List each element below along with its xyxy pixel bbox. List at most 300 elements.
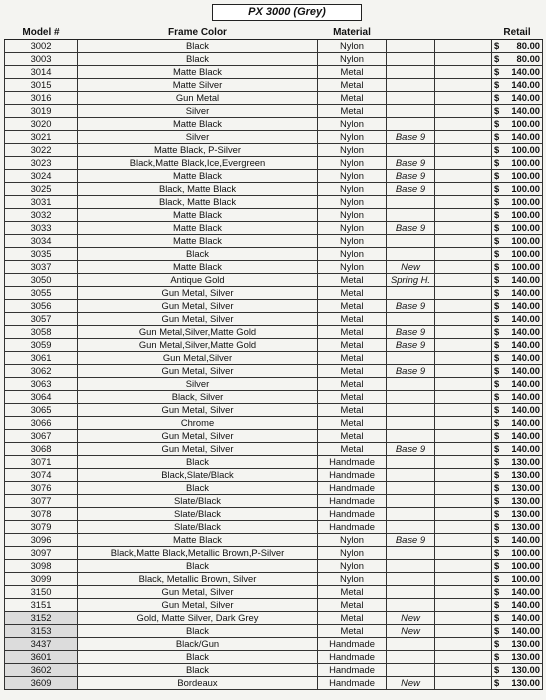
frame-color-cell: Black/Gun — [78, 638, 318, 651]
retail-price: 130.00 — [511, 495, 540, 506]
retail-price: 140.00 — [511, 378, 540, 389]
model-cell: 3057 — [5, 313, 78, 326]
currency-symbol: $ — [494, 638, 500, 649]
retail-price: 130.00 — [511, 482, 540, 493]
material-cell: Metal — [318, 79, 387, 92]
material-cell: Metal — [318, 586, 387, 599]
retail-cell — [492, 378, 543, 391]
blank-cell — [435, 352, 492, 365]
material-cell: Nylon — [318, 131, 387, 144]
model-cell: 3002 — [5, 40, 78, 53]
model-cell: 3098 — [5, 560, 78, 573]
retail-price: 130.00 — [511, 521, 540, 532]
retail-cell — [492, 287, 543, 300]
table-row — [5, 417, 543, 430]
model-cell: 3032 — [5, 209, 78, 222]
currency-symbol: $ — [494, 625, 500, 636]
material-cell: Metal — [318, 430, 387, 443]
model-cell: 3016 — [5, 92, 78, 105]
retail-price: 100.00 — [511, 222, 540, 233]
note-cell — [387, 209, 435, 222]
table-row — [5, 482, 543, 495]
retail-price: 130.00 — [511, 664, 540, 675]
retail-cell — [492, 92, 543, 105]
blank-cell — [435, 573, 492, 586]
model-cell: 3079 — [5, 521, 78, 534]
frame-color-cell: Gun Metal,Silver,Matte Gold — [78, 339, 318, 352]
retail-price: 80.00 — [516, 53, 540, 64]
blank-cell — [435, 417, 492, 430]
table-row — [5, 144, 543, 157]
frame-color-cell: Gun Metal, Silver — [78, 365, 318, 378]
blank-cell — [435, 313, 492, 326]
currency-symbol: $ — [494, 209, 500, 220]
retail-cell — [492, 651, 543, 664]
model-cell: 3066 — [5, 417, 78, 430]
table-row — [5, 547, 543, 560]
table-row — [5, 131, 543, 144]
note-cell: Base 9 — [387, 339, 435, 352]
model-cell: 3602 — [5, 664, 78, 677]
currency-symbol: $ — [494, 365, 500, 376]
currency-symbol: $ — [494, 521, 500, 532]
frame-color-cell: Gun Metal, Silver — [78, 287, 318, 300]
blank-cell — [435, 664, 492, 677]
frame-color-cell: Black — [78, 625, 318, 638]
table-row — [5, 326, 543, 339]
material-cell: Metal — [318, 625, 387, 638]
retail-cell — [492, 638, 543, 651]
retail-cell — [492, 547, 543, 560]
currency-symbol: $ — [494, 573, 500, 584]
retail-price: 100.00 — [511, 560, 540, 571]
table-row — [5, 469, 543, 482]
model-cell: 3151 — [5, 599, 78, 612]
blank-cell — [435, 521, 492, 534]
retail-cell — [492, 105, 543, 118]
table-row — [5, 638, 543, 651]
table-row — [5, 53, 543, 66]
frame-color-cell: Gun Metal, Silver — [78, 313, 318, 326]
retail-price: 130.00 — [511, 469, 540, 480]
model-cell: 3034 — [5, 235, 78, 248]
retail-price: 130.00 — [511, 508, 540, 519]
blank-cell — [435, 651, 492, 664]
material-cell: Handmade — [318, 469, 387, 482]
frame-color-cell: Matte Black — [78, 261, 318, 274]
header-blank — [435, 25, 492, 40]
frame-color-cell: Black — [78, 248, 318, 261]
retail-price: 100.00 — [511, 183, 540, 194]
note-cell — [387, 235, 435, 248]
note-cell: Base 9 — [387, 157, 435, 170]
table-row — [5, 287, 543, 300]
note-cell: New — [387, 625, 435, 638]
note-cell — [387, 79, 435, 92]
material-cell: Nylon — [318, 560, 387, 573]
currency-symbol: $ — [494, 79, 500, 90]
retail-cell — [492, 391, 543, 404]
frame-color-cell: Slate/Black — [78, 521, 318, 534]
model-cell: 3050 — [5, 274, 78, 287]
currency-symbol: $ — [494, 248, 500, 259]
frame-color-cell: Bordeaux — [78, 677, 318, 690]
table-row — [5, 456, 543, 469]
retail-price: 140.00 — [511, 612, 540, 623]
note-cell — [387, 573, 435, 586]
retail-price: 140.00 — [511, 534, 540, 545]
note-cell: Spring H. — [387, 274, 435, 287]
currency-symbol: $ — [494, 183, 500, 194]
currency-symbol: $ — [494, 92, 500, 103]
table-row — [5, 274, 543, 287]
blank-cell — [435, 482, 492, 495]
blank-cell — [435, 599, 492, 612]
retail-cell — [492, 300, 543, 313]
frame-color-cell: Black — [78, 40, 318, 53]
note-cell — [387, 40, 435, 53]
currency-symbol: $ — [494, 677, 500, 688]
note-cell: Base 9 — [387, 222, 435, 235]
material-cell: Metal — [318, 365, 387, 378]
blank-cell — [435, 53, 492, 66]
blank-cell — [435, 612, 492, 625]
model-cell: 3021 — [5, 131, 78, 144]
retail-price: 140.00 — [511, 105, 540, 116]
note-cell: Base 9 — [387, 365, 435, 378]
currency-symbol: $ — [494, 131, 500, 142]
material-cell: Handmade — [318, 508, 387, 521]
note-cell — [387, 144, 435, 157]
material-cell: Metal — [318, 599, 387, 612]
table-row — [5, 508, 543, 521]
frame-color-cell: Gun Metal — [78, 92, 318, 105]
material-cell: Nylon — [318, 196, 387, 209]
table-row — [5, 495, 543, 508]
retail-price: 140.00 — [511, 313, 540, 324]
model-cell: 3003 — [5, 53, 78, 66]
blank-cell — [435, 326, 492, 339]
blank-cell — [435, 183, 492, 196]
retail-cell — [492, 157, 543, 170]
note-cell — [387, 508, 435, 521]
retail-price: 130.00 — [511, 651, 540, 662]
blank-cell — [435, 287, 492, 300]
retail-price: 100.00 — [511, 209, 540, 220]
note-cell: New — [387, 677, 435, 690]
model-cell: 3153 — [5, 625, 78, 638]
retail-cell — [492, 677, 543, 690]
material-cell: Metal — [318, 274, 387, 287]
model-cell: 3014 — [5, 66, 78, 79]
frame-color-cell: Matte Silver — [78, 79, 318, 92]
retail-cell — [492, 170, 543, 183]
frame-color-cell: Black — [78, 482, 318, 495]
blank-cell — [435, 248, 492, 261]
model-cell: 3074 — [5, 469, 78, 482]
material-cell: Metal — [318, 300, 387, 313]
frame-color-cell: Black, Metallic Brown, Silver — [78, 573, 318, 586]
material-cell: Nylon — [318, 248, 387, 261]
retail-price: 140.00 — [511, 274, 540, 285]
table-row — [5, 352, 543, 365]
material-cell: Nylon — [318, 547, 387, 560]
frame-color-cell: Black — [78, 53, 318, 66]
note-cell: Base 9 — [387, 534, 435, 547]
retail-cell — [492, 482, 543, 495]
currency-symbol: $ — [494, 612, 500, 623]
table-row — [5, 235, 543, 248]
currency-symbol: $ — [494, 261, 500, 272]
currency-symbol: $ — [494, 105, 500, 116]
frame-color-cell: Black — [78, 560, 318, 573]
material-cell: Nylon — [318, 235, 387, 248]
frame-color-cell: Silver — [78, 105, 318, 118]
currency-symbol: $ — [494, 53, 500, 64]
currency-symbol: $ — [494, 586, 500, 597]
currency-symbol: $ — [494, 404, 500, 415]
model-cell: 3061 — [5, 352, 78, 365]
table-row — [5, 430, 543, 443]
material-cell: Handmade — [318, 651, 387, 664]
currency-symbol: $ — [494, 352, 500, 363]
frame-color-cell: Black, Matte Black — [78, 196, 318, 209]
currency-symbol: $ — [494, 664, 500, 675]
retail-cell — [492, 664, 543, 677]
retail-cell — [492, 404, 543, 417]
material-cell: Nylon — [318, 222, 387, 235]
retail-price: 130.00 — [511, 456, 540, 467]
note-cell — [387, 469, 435, 482]
currency-symbol: $ — [494, 274, 500, 285]
currency-symbol: $ — [494, 326, 500, 337]
retail-cell — [492, 261, 543, 274]
retail-price: 140.00 — [511, 586, 540, 597]
frame-color-cell: Gun Metal,Silver,Matte Gold — [78, 326, 318, 339]
table-row — [5, 573, 543, 586]
note-cell — [387, 638, 435, 651]
note-cell — [387, 456, 435, 469]
note-cell: Base 9 — [387, 326, 435, 339]
table-row — [5, 560, 543, 573]
model-cell: 3015 — [5, 79, 78, 92]
frame-color-cell: Black — [78, 664, 318, 677]
table-row — [5, 378, 543, 391]
retail-cell — [492, 495, 543, 508]
retail-cell — [492, 625, 543, 638]
currency-symbol: $ — [494, 144, 500, 155]
frame-color-cell: Gun Metal, Silver — [78, 443, 318, 456]
blank-cell — [435, 40, 492, 53]
retail-cell — [492, 443, 543, 456]
material-cell: Nylon — [318, 40, 387, 53]
currency-symbol: $ — [494, 495, 500, 506]
material-cell: Nylon — [318, 144, 387, 157]
material-cell: Metal — [318, 417, 387, 430]
note-cell — [387, 417, 435, 430]
note-cell: Base 9 — [387, 131, 435, 144]
blank-cell — [435, 222, 492, 235]
model-cell: 3035 — [5, 248, 78, 261]
model-cell: 3033 — [5, 222, 78, 235]
frame-color-cell: Gun Metal, Silver — [78, 599, 318, 612]
note-cell — [387, 352, 435, 365]
retail-price: 100.00 — [511, 170, 540, 181]
table-row — [5, 612, 543, 625]
header-material: Material — [318, 25, 387, 40]
blank-cell — [435, 157, 492, 170]
currency-symbol: $ — [494, 196, 500, 207]
table-row — [5, 248, 543, 261]
note-cell: Base 9 — [387, 183, 435, 196]
frame-color-cell: Matte Black — [78, 235, 318, 248]
note-cell — [387, 664, 435, 677]
blank-cell — [435, 547, 492, 560]
note-cell — [387, 391, 435, 404]
retail-cell — [492, 521, 543, 534]
retail-cell — [492, 534, 543, 547]
table-row — [5, 651, 543, 664]
currency-symbol: $ — [494, 66, 500, 77]
frame-color-cell: Gun Metal, Silver — [78, 404, 318, 417]
note-cell — [387, 313, 435, 326]
note-cell: Base 9 — [387, 443, 435, 456]
material-cell: Metal — [318, 92, 387, 105]
table-row — [5, 79, 543, 92]
note-cell — [387, 430, 435, 443]
model-cell: 3065 — [5, 404, 78, 417]
table-row — [5, 300, 543, 313]
note-cell — [387, 547, 435, 560]
table-row — [5, 261, 543, 274]
currency-symbol: $ — [494, 417, 500, 428]
retail-price: 80.00 — [516, 40, 540, 51]
table-row — [5, 92, 543, 105]
retail-cell — [492, 235, 543, 248]
frame-color-cell: Black,Matte Black,Metallic Brown,P-Silver — [78, 547, 318, 560]
retail-cell — [492, 326, 543, 339]
table-row — [5, 443, 543, 456]
blank-cell — [435, 261, 492, 274]
model-cell: 3022 — [5, 144, 78, 157]
currency-symbol: $ — [494, 547, 500, 558]
blank-cell — [435, 235, 492, 248]
retail-cell — [492, 144, 543, 157]
retail-cell — [492, 573, 543, 586]
retail-price: 100.00 — [511, 196, 540, 207]
note-cell — [387, 482, 435, 495]
note-cell — [387, 66, 435, 79]
blank-cell — [435, 534, 492, 547]
retail-price: 130.00 — [511, 638, 540, 649]
material-cell: Metal — [318, 66, 387, 79]
blank-cell — [435, 196, 492, 209]
table-row — [5, 664, 543, 677]
frame-color-cell: Matte Black, P-Silver — [78, 144, 318, 157]
currency-symbol: $ — [494, 560, 500, 571]
table-row — [5, 404, 543, 417]
retail-cell — [492, 40, 543, 53]
material-cell: Metal — [318, 313, 387, 326]
retail-cell — [492, 339, 543, 352]
material-cell: Handmade — [318, 677, 387, 690]
blank-cell — [435, 443, 492, 456]
blank-cell — [435, 638, 492, 651]
retail-price: 140.00 — [511, 66, 540, 77]
retail-price: 100.00 — [511, 144, 540, 155]
currency-symbol: $ — [494, 222, 500, 233]
model-cell: 3150 — [5, 586, 78, 599]
retail-price: 100.00 — [511, 157, 540, 168]
frame-color-cell: Gun Metal,Silver — [78, 352, 318, 365]
material-cell: Nylon — [318, 170, 387, 183]
frame-color-cell: Black, Silver — [78, 391, 318, 404]
blank-cell — [435, 131, 492, 144]
currency-symbol: $ — [494, 157, 500, 168]
material-cell: Metal — [318, 612, 387, 625]
note-cell — [387, 586, 435, 599]
header-row — [5, 25, 543, 40]
material-cell: Metal — [318, 105, 387, 118]
note-cell — [387, 287, 435, 300]
material-cell: Nylon — [318, 53, 387, 66]
material-cell: Metal — [318, 287, 387, 300]
material-cell: Metal — [318, 352, 387, 365]
currency-symbol: $ — [494, 482, 500, 493]
material-cell: Handmade — [318, 482, 387, 495]
currency-symbol: $ — [494, 430, 500, 441]
currency-symbol: $ — [494, 300, 500, 311]
currency-symbol: $ — [494, 651, 500, 662]
retail-price: 140.00 — [511, 287, 540, 298]
note-cell — [387, 599, 435, 612]
note-cell — [387, 105, 435, 118]
frame-color-cell: Silver — [78, 378, 318, 391]
retail-price: 140.00 — [511, 92, 540, 103]
model-cell: 3063 — [5, 378, 78, 391]
model-cell: 3062 — [5, 365, 78, 378]
currency-symbol: $ — [494, 456, 500, 467]
material-cell: Handmade — [318, 521, 387, 534]
table-row — [5, 222, 543, 235]
table-row — [5, 105, 543, 118]
model-cell: 3437 — [5, 638, 78, 651]
material-cell: Nylon — [318, 534, 387, 547]
retail-price: 100.00 — [511, 573, 540, 584]
table-row — [5, 339, 543, 352]
table-row — [5, 599, 543, 612]
table-body — [5, 40, 543, 690]
retail-price: 140.00 — [511, 430, 540, 441]
frame-color-cell: Antique Gold — [78, 274, 318, 287]
header-model: Model # — [5, 25, 78, 40]
table-row — [5, 534, 543, 547]
material-cell: Metal — [318, 391, 387, 404]
retail-price: 140.00 — [511, 131, 540, 142]
retail-cell — [492, 118, 543, 131]
retail-cell — [492, 599, 543, 612]
frame-color-cell: Chrome — [78, 417, 318, 430]
frame-color-cell: Slate/Black — [78, 495, 318, 508]
model-cell: 3031 — [5, 196, 78, 209]
table-row — [5, 313, 543, 326]
retail-cell — [492, 508, 543, 521]
note-cell — [387, 53, 435, 66]
model-cell: 3097 — [5, 547, 78, 560]
currency-symbol: $ — [494, 170, 500, 181]
blank-cell — [435, 586, 492, 599]
retail-cell — [492, 196, 543, 209]
